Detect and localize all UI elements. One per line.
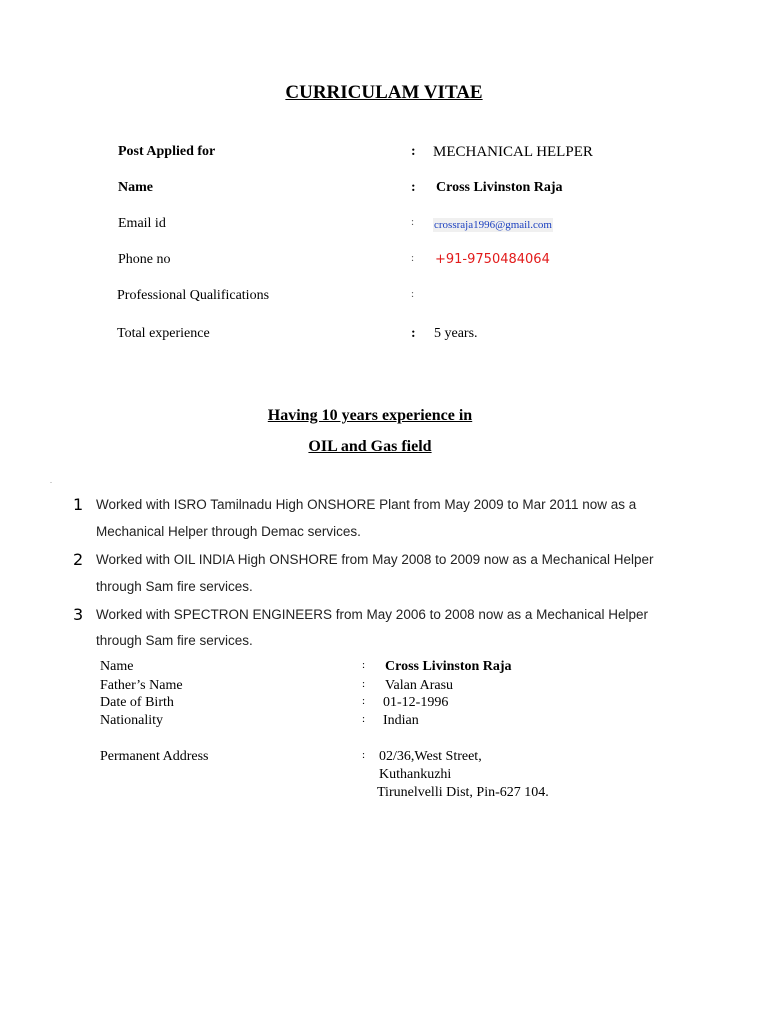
list-item-line: through Sam fire services. (96, 579, 253, 594)
post-applied-colon: : (411, 144, 416, 159)
post-applied-value: MECHANICAL HELPER (433, 144, 593, 160)
address-colon: : (362, 749, 366, 761)
personal-name-value: Cross Livinston Raja (385, 659, 512, 674)
father-name-colon: : (362, 678, 366, 690)
total-experience-colon: : (411, 326, 416, 341)
qualifications-colon: : (411, 288, 415, 300)
qualifications-label: Professional Qualifications (117, 288, 270, 303)
list-item-number: 3 (73, 605, 84, 624)
name-value: Cross Livinston Raja (436, 180, 563, 195)
address-line-2: Kuthankuzhi (379, 767, 452, 782)
personal-name-colon: : (362, 659, 366, 671)
phone-label: Phone no (118, 252, 171, 267)
phone-value: +91-9750484064 (435, 252, 550, 267)
list-item-line: Worked with SPECTRON ENGINEERS from May 2006 to 2008 now as a Mechanical Helper (96, 607, 648, 622)
father-name-label: Father’s Name (100, 678, 183, 693)
list-item-line: Mechanical Helper through Demac services. (96, 524, 361, 539)
dob-label: Date of Birth (100, 695, 174, 710)
experience-heading-line2: OIL and Gas field (308, 438, 432, 455)
nationality-colon: : (362, 713, 366, 725)
phone-colon: : (411, 252, 415, 264)
address-line-1: 02/36,West Street, (379, 749, 482, 764)
list-item-number: 1 (73, 495, 84, 514)
dob-colon: : (362, 695, 366, 707)
name-colon: : (411, 180, 416, 195)
stray-mark: . (50, 476, 52, 485)
address-line-3: Tirunelvelli Dist, Pin-627 104. (377, 785, 549, 800)
list-item-line: through Sam fire services. (96, 633, 253, 648)
personal-name-label: Name (100, 659, 134, 674)
name-label: Name (118, 180, 153, 195)
email-label: Email id (118, 216, 166, 231)
document-title: CURRICULAM VITAE (285, 82, 483, 103)
experience-heading-line1: Having 10 years experience in (267, 407, 473, 424)
email-value[interactable]: crossraja1996@gmail.com (434, 219, 552, 231)
father-name-value: Valan Arasu (385, 678, 454, 693)
total-experience-value: 5 years. (434, 326, 478, 341)
post-applied-label: Post Applied for (118, 144, 216, 159)
dob-value: 01-12-1996 (383, 695, 449, 710)
list-item-line: Worked with OIL INDIA High ONSHORE from May 2008 to 2009 now as a Mechanical Helper (96, 552, 654, 567)
total-experience-label: Total experience (117, 326, 210, 341)
list-item-number: 2 (73, 550, 84, 569)
email-colon: : (411, 216, 415, 228)
address-label: Permanent Address (100, 749, 209, 764)
nationality-value: Indian (383, 713, 419, 728)
list-item-line: Worked with ISRO Tamilnadu High ONSHORE Plant from May 2009 to Mar 2011 now as a (96, 497, 637, 512)
nationality-label: Nationality (100, 713, 163, 728)
